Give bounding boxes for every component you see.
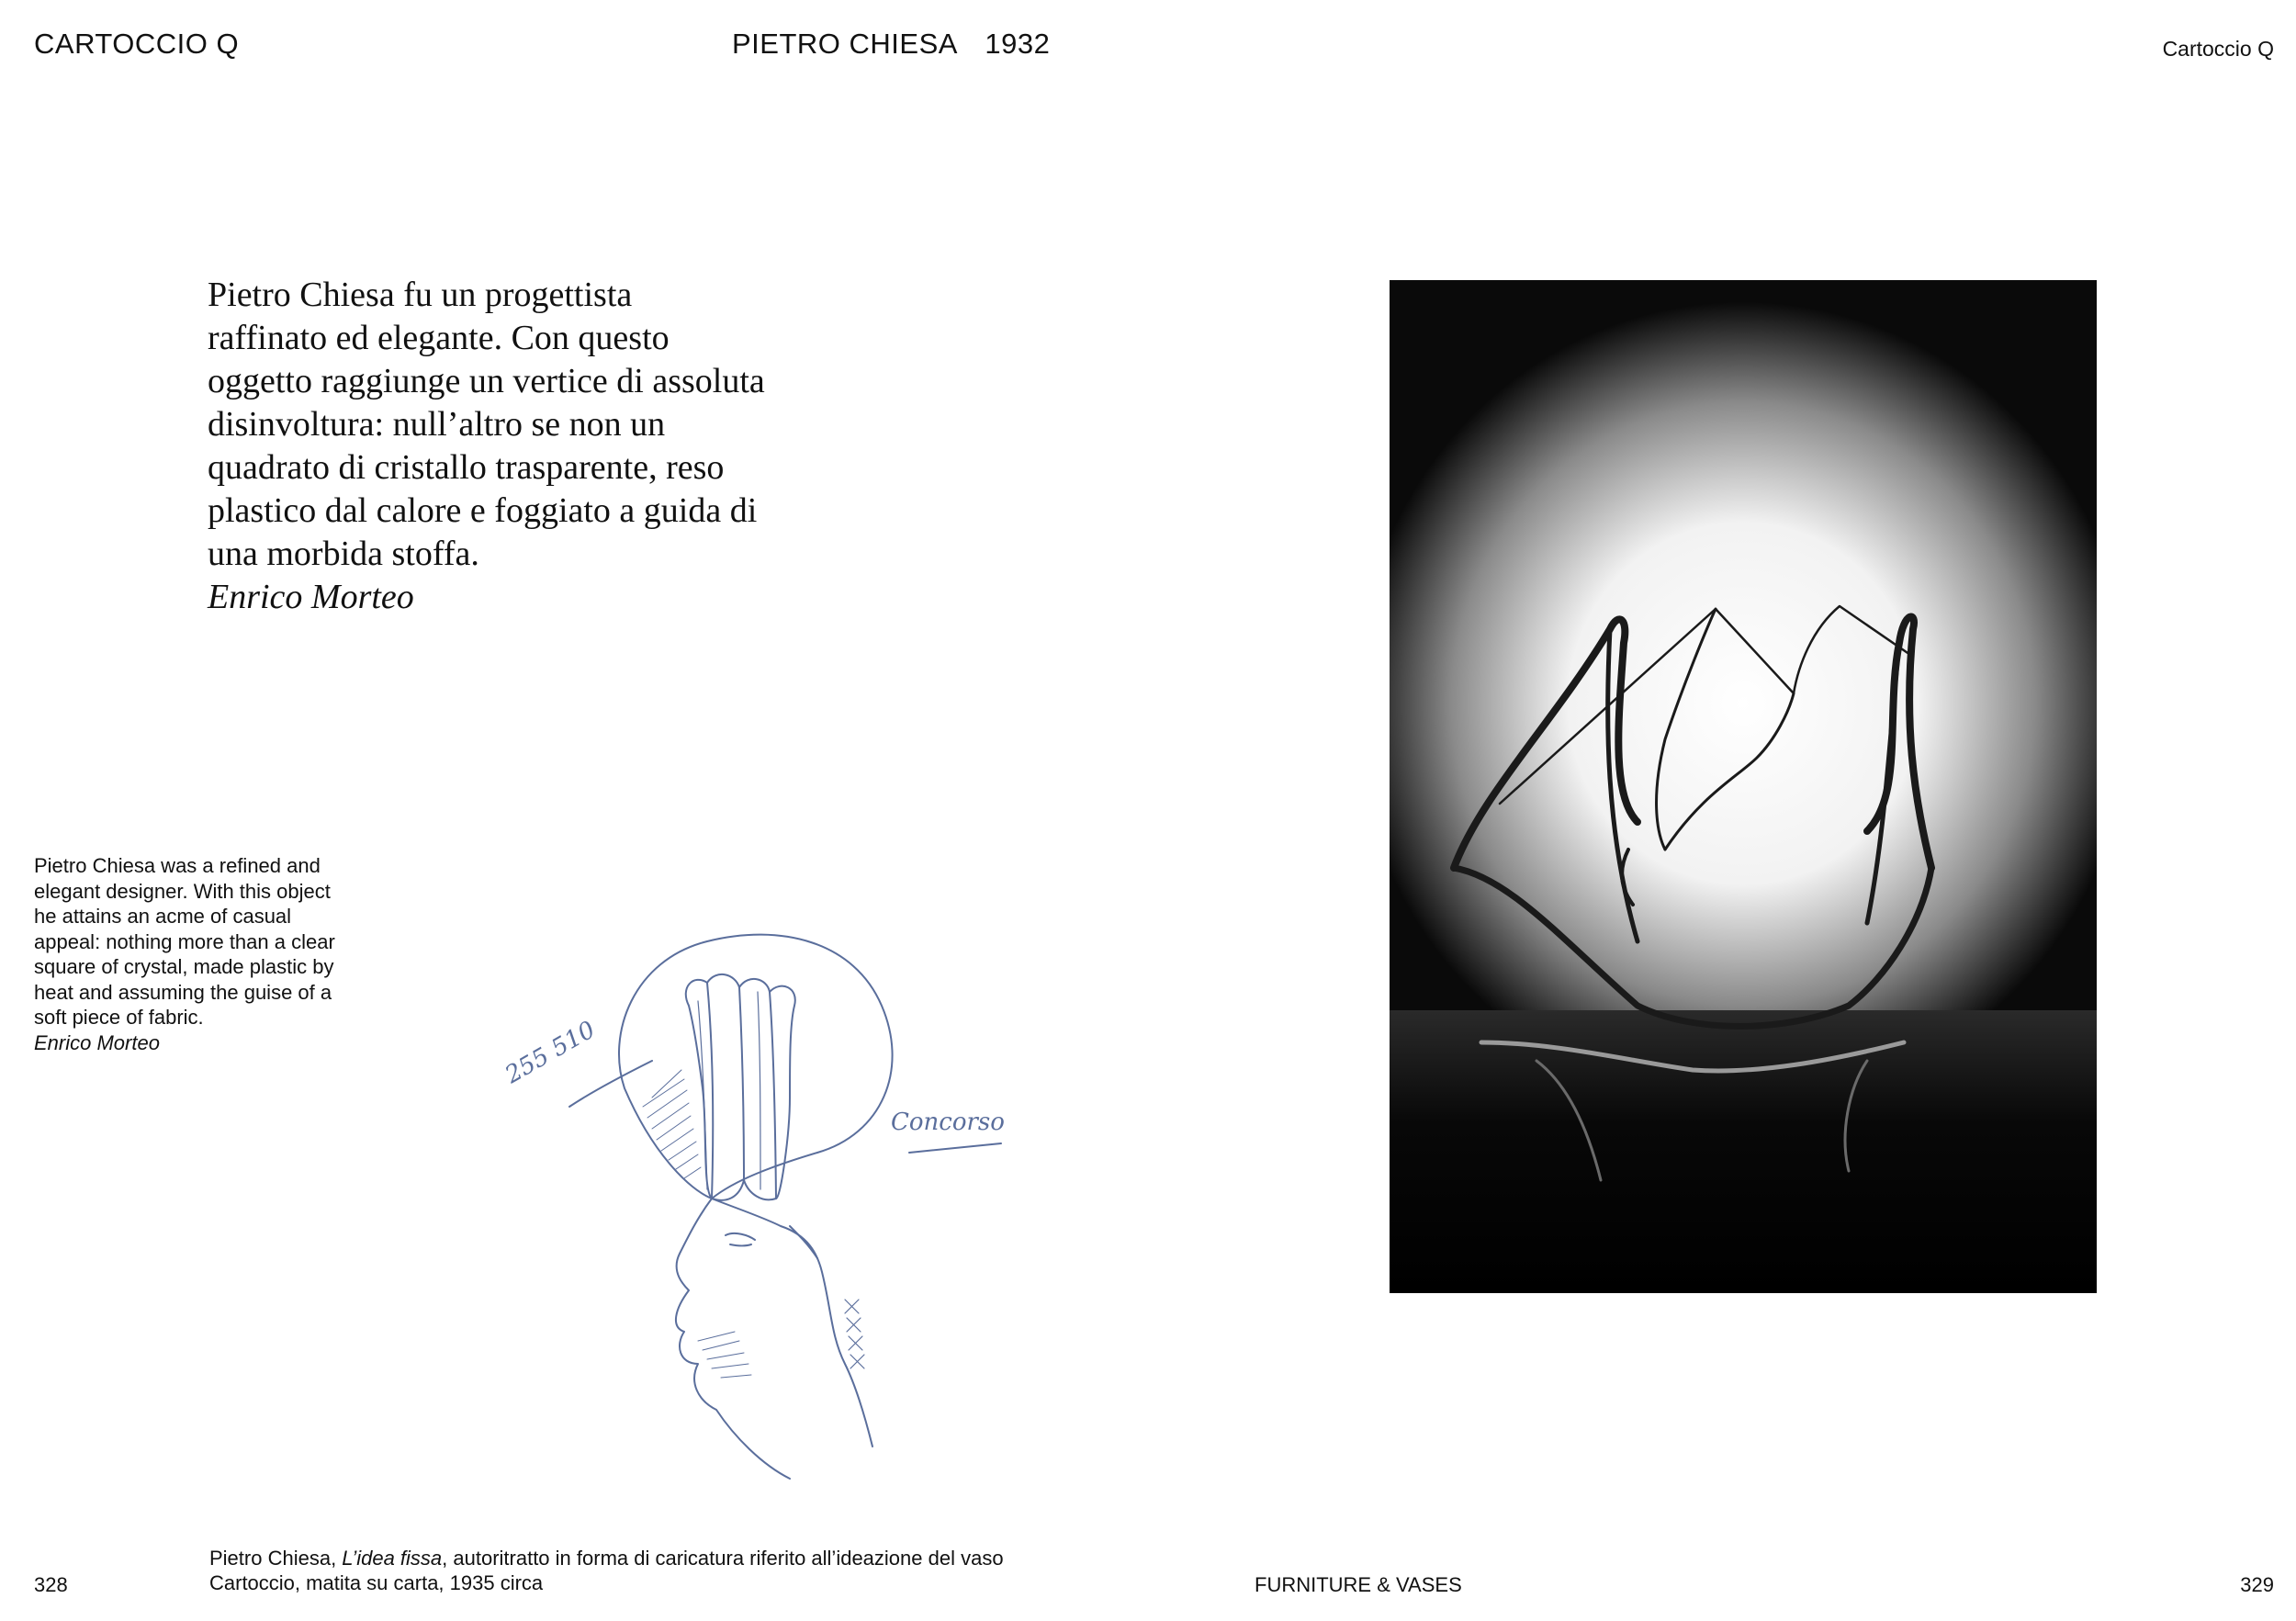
quote-line: Pietro Chiesa fu un progettista	[208, 276, 633, 314]
quote-line: quadrato di cristallo trasparente, reso	[208, 448, 725, 487]
translation-line: Pietro Chiesa was a refined and	[34, 854, 321, 877]
caption-line-2: Cartoccio, matita su carta, 1935 circa	[209, 1571, 544, 1594]
quote-line: disinvoltura: null’altro se non un	[208, 405, 666, 444]
caption-description: , autoritratto in forma di caricatura riferito all’ideazione del vaso	[442, 1547, 1004, 1570]
right-running-title: Cartoccio Q	[2162, 37, 2274, 61]
cartoccio-vase-photo	[1390, 280, 2097, 1293]
quote-line: raffinato ed elegante. Con questo	[208, 319, 670, 357]
quote-line: plastico dal calore e foggiato a guida di	[208, 491, 758, 530]
page-number-left: 328	[34, 1573, 68, 1596]
translation-author: Enrico Morteo	[34, 1030, 160, 1054]
italian-quote	[208, 274, 906, 619]
quote-line: oggetto raggiunge un vertice di assoluta	[208, 362, 765, 400]
quote-line: una morbida stoffa.	[208, 535, 479, 573]
translation-line: heat and assuming the guise of a	[34, 980, 332, 1004]
translation-line: square of crystal, made plastic by	[34, 955, 334, 978]
sketch-annotation-word: Concorso	[891, 1109, 1005, 1136]
caption-prefix: Pietro Chiesa,	[209, 1547, 343, 1570]
sketch-caption	[209, 1546, 1128, 1595]
chapter-title	[732, 28, 1050, 61]
page-number-right: 329	[2240, 1573, 2274, 1596]
caption-work-title: L’idea fissa	[342, 1547, 443, 1570]
english-translation	[34, 853, 365, 1055]
translation-line: he attains an acme of casual	[34, 905, 292, 928]
translation-line: appeal: nothing more than a clear	[34, 929, 335, 953]
translation-line: soft piece of fabric.	[34, 1006, 204, 1029]
chapter-year: 1932	[985, 28, 1051, 60]
translation-line: elegant designer. With this object	[34, 879, 331, 903]
caption-line-1	[209, 1546, 1128, 1570]
caricature-sketch-image	[501, 923, 1065, 1492]
left-running-title: CARTOCCIO Q	[34, 28, 240, 60]
section-title: FURNITURE & VASES	[1255, 1573, 1462, 1596]
designer-name: PIETRO CHIESA	[732, 28, 957, 60]
sketch-annotation-numbers: 255 510	[501, 1016, 601, 1090]
quote-author: Enrico Morteo	[208, 578, 414, 616]
